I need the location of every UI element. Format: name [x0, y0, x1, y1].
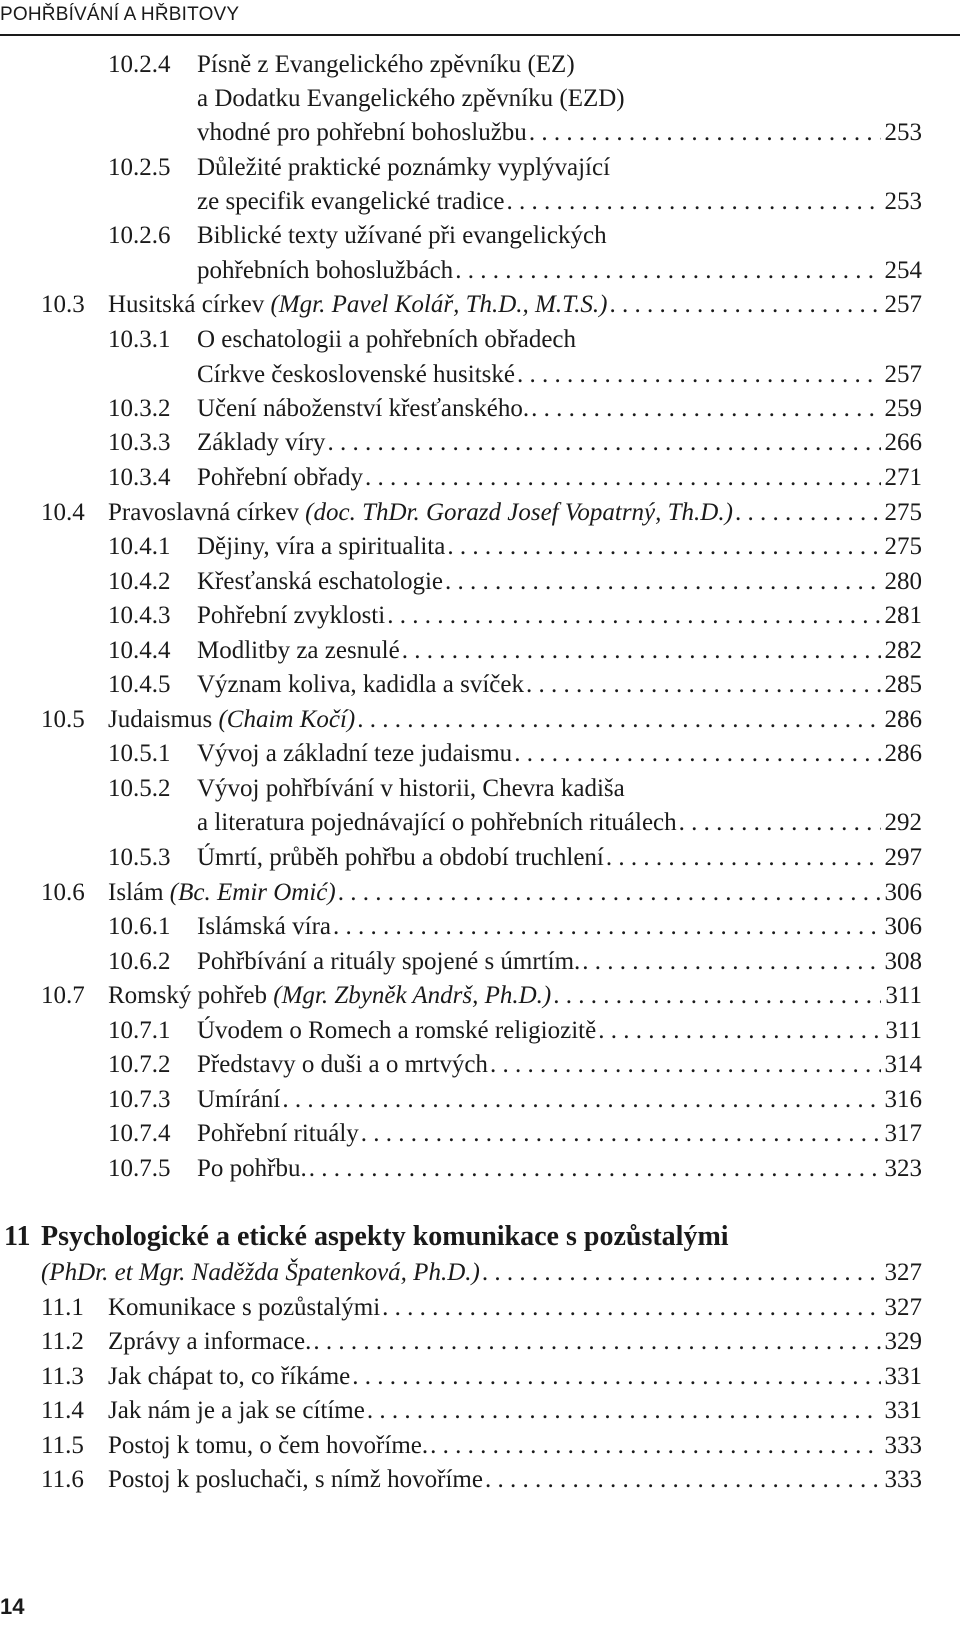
toc-entry — [0, 219, 960, 253]
dot-leader — [529, 116, 881, 150]
toc-entry-leader — [108, 876, 922, 910]
toc-entry-title: Úmrtí, průběh pohřbu a období truchlení — [197, 844, 604, 871]
toc-entry-page[interactable]: 308 — [884, 948, 922, 975]
toc-entry — [0, 461, 960, 495]
toc-entry-title: Pravoslavná církev — [108, 499, 299, 526]
toc-section — [0, 496, 960, 530]
toc-section — [0, 1463, 960, 1497]
toc-entry-number: 10.3.1 — [108, 326, 171, 353]
page-number: 14 — [0, 1594, 25, 1619]
toc-entry-title: vhodné pro pohřební bohoslužbu — [197, 119, 527, 146]
toc-entry-title: Základy víry — [197, 429, 326, 456]
toc-entry-leader — [108, 1325, 922, 1359]
toc-entry-number: 10.4.5 — [108, 671, 171, 698]
toc-entry-leader — [197, 599, 922, 633]
toc-section — [0, 1429, 960, 1463]
toc-entry-number: 11.4 — [41, 1397, 84, 1424]
toc-chapter-author-line — [0, 1256, 960, 1290]
toc-entry-title: Postoj k tomu, o čem hovoříme. — [108, 1432, 429, 1459]
toc-entry-leader — [197, 565, 922, 599]
toc-entry-number: 10.6.2 — [108, 948, 171, 975]
dot-leader — [490, 1048, 881, 1082]
dot-leader — [455, 254, 880, 288]
toc-entry-number: 10.6.1 — [108, 913, 171, 940]
toc-entry-number: 10.7.2 — [108, 1051, 171, 1078]
toc-entry-title: Postoj k posluchači, s nímž hovoříme — [108, 1466, 483, 1493]
toc-entry-page[interactable]: 331 — [884, 1397, 922, 1424]
toc-entry — [0, 151, 960, 185]
toc-entry-page[interactable]: 259 — [884, 395, 922, 422]
toc-entry-page[interactable]: 285 — [884, 671, 922, 698]
toc-entry-page[interactable]: 280 — [884, 568, 922, 595]
toc-entry-page[interactable]: 329 — [884, 1328, 922, 1355]
toc-entry-author: (Mgr. Zbyněk Andrš, Ph.D.) — [273, 982, 552, 1009]
toc-entry-leader — [197, 530, 922, 564]
toc-entry-leader — [197, 392, 922, 426]
toc-entry — [0, 1083, 960, 1117]
toc-entry — [0, 737, 960, 771]
dot-leader — [531, 392, 880, 426]
toc-entry-leader — [197, 1048, 922, 1082]
toc-entry-leader — [108, 1429, 922, 1463]
toc-entry-number: 11.5 — [41, 1432, 84, 1459]
toc-entry-page[interactable]: 281 — [884, 602, 922, 629]
toc-entry-leader — [197, 668, 922, 702]
toc-entry-number: 10.5.3 — [108, 844, 171, 871]
toc-entry-title: Význam koliva, kadidla a svíček — [197, 671, 524, 698]
toc-entry-title: Jak nám je a jak se cítíme — [108, 1397, 365, 1424]
toc-entry — [0, 1152, 960, 1186]
toc-entry-number: 10.3.4 — [108, 464, 171, 491]
toc-entry-number: 10.5 — [41, 706, 85, 733]
toc-entry — [0, 772, 960, 806]
toc-entry-leader — [197, 1083, 922, 1117]
toc-entry-number: 10.3 — [41, 291, 85, 318]
dot-leader — [735, 496, 881, 530]
toc-entry-continuation — [0, 116, 960, 150]
dot-leader — [402, 634, 881, 668]
toc-entry-leader — [108, 496, 922, 530]
toc-entry-page[interactable]: 323 — [884, 1155, 922, 1182]
toc-entry — [0, 1014, 960, 1048]
toc-entry-number: 10.7.5 — [108, 1155, 171, 1182]
toc-entry-page[interactable]: 327 — [884, 1259, 922, 1286]
toc-entry-title: Pohřební obřady — [197, 464, 363, 491]
toc-entry-number: 11.1 — [41, 1294, 84, 1321]
toc-entry-leader — [197, 841, 922, 875]
toc-entry-title: Církve československé husitské — [197, 361, 516, 388]
toc-entry — [0, 1117, 960, 1151]
dot-leader — [430, 1429, 880, 1463]
toc-entry-number: 10.5.2 — [108, 775, 171, 802]
toc-entry — [0, 48, 960, 82]
toc-entry-continuation — [0, 358, 960, 392]
toc-chapter-number: 11 — [4, 1221, 31, 1252]
toc-entry-title: Biblické texty užívané při evangelických — [197, 222, 607, 249]
toc-entry-title: Zprávy a informace. — [108, 1328, 312, 1355]
toc-entry-continuation — [0, 806, 960, 840]
toc-section — [0, 288, 960, 322]
toc-entry-author: (PhDr. et Mgr. Naděžda Špatenková, Ph.D.) — [41, 1259, 480, 1286]
toc-entry-continuation — [0, 82, 960, 116]
toc-entry — [0, 530, 960, 564]
toc-entry-title: ze specifik evangelické tradice — [197, 188, 505, 215]
toc-entry-author: (Bc. Emir Omić) — [169, 879, 336, 906]
toc-entry-page[interactable]: 275 — [884, 533, 922, 560]
toc-entry-title: Pohřební rituály — [197, 1120, 359, 1147]
running-header-title: POHŘBÍVÁNÍ A HŘBITOVY — [0, 4, 240, 25]
toc-entry-leader — [197, 737, 922, 771]
dot-leader — [582, 945, 880, 979]
toc-entry-continuation — [0, 185, 960, 219]
dot-leader — [553, 979, 881, 1013]
toc-entry — [0, 392, 960, 426]
toc-entry-title: Křesťanská eschatologie — [197, 568, 444, 595]
toc-entry-number: 11.6 — [41, 1466, 84, 1493]
dot-leader — [313, 1325, 880, 1359]
toc-entry-leader — [108, 288, 922, 322]
toc-entry-leader — [197, 945, 922, 979]
dot-leader — [333, 910, 881, 944]
dot-leader — [367, 1394, 881, 1428]
toc-section — [0, 876, 960, 910]
toc-entry-number: 10.4 — [41, 499, 85, 526]
toc-entry-page[interactable]: 253 — [884, 188, 922, 215]
toc-entry-number: 10.7.3 — [108, 1086, 171, 1113]
toc-entry-leader — [108, 1394, 922, 1428]
toc-entry — [0, 323, 960, 357]
toc-entry-page[interactable]: 286 — [884, 706, 922, 733]
toc-entry-title: a Dodatku Evangelického zpěvníku (EZD) — [197, 85, 625, 112]
dot-leader — [679, 806, 881, 840]
toc-section — [0, 979, 960, 1013]
toc-entry-number: 10.4.3 — [108, 602, 171, 629]
toc-entry — [0, 426, 960, 460]
toc-entry-number: 11.3 — [41, 1363, 84, 1390]
toc-entry-title: Pohřbívání a rituály spojené s úmrtím. — [197, 948, 581, 975]
toc-chapter-heading — [0, 1218, 960, 1256]
toc-entry-title: Představy o duši a o mrtvých — [197, 1051, 488, 1078]
toc-entry-number: 11.2 — [41, 1328, 84, 1355]
toc-chapter-title: Psychologické a etické aspekty komunikace s pozůstalými — [41, 1221, 729, 1252]
toc-entry-number: 10.4.1 — [108, 533, 171, 560]
toc-entry-title: Islám — [108, 879, 164, 906]
toc-entry-title: Písně z Evangelického zpěvníku (EZ) — [197, 51, 575, 78]
toc-entry-page[interactable]: 327 — [884, 1294, 922, 1321]
dot-leader — [514, 737, 880, 771]
toc-entry-title: Pohřební zvyklosti — [197, 602, 386, 629]
toc-entry-leader — [197, 116, 922, 150]
toc-entry-number: 10.3.3 — [108, 429, 171, 456]
toc-entry-number: 10.7 — [41, 982, 85, 1009]
toc-entry-page[interactable]: 257 — [884, 291, 922, 318]
toc-entry-number: 10.2.5 — [108, 154, 171, 181]
toc-entry-leader — [108, 1463, 922, 1497]
dot-leader — [445, 565, 880, 599]
toc-entry-leader — [108, 1291, 922, 1325]
toc-entry — [0, 599, 960, 633]
dot-leader — [327, 426, 880, 460]
toc-entry-leader — [197, 358, 922, 392]
toc-entry-continuation — [0, 254, 960, 288]
toc-entry-leader — [197, 910, 922, 944]
toc-entry-page[interactable]: 316 — [884, 1086, 922, 1113]
toc-section — [0, 1291, 960, 1325]
toc-entry-leader — [197, 426, 922, 460]
toc-section — [0, 703, 960, 737]
dot-leader — [610, 288, 881, 322]
toc-entry — [0, 841, 960, 875]
toc-section — [0, 1325, 960, 1359]
toc-entry-title: Po pohřbu. — [197, 1155, 307, 1182]
toc-entry-page[interactable]: 331 — [884, 1363, 922, 1390]
toc-entry — [0, 565, 960, 599]
header-rule — [0, 34, 960, 36]
toc-entry-author: (Chaim Kočí) — [218, 706, 356, 733]
toc-entry-page[interactable]: 282 — [884, 637, 922, 664]
dot-leader — [606, 841, 881, 875]
toc-entry-leader — [197, 1117, 922, 1151]
toc-entry-title: Vývoj pohřbívání v historii, Chevra kadiša — [197, 775, 625, 802]
toc-entry-page[interactable]: 271 — [884, 464, 922, 491]
dot-leader — [517, 358, 880, 392]
toc-entry-page[interactable]: 254 — [884, 257, 922, 284]
toc-entry-page[interactable]: 266 — [884, 429, 922, 456]
toc-entry-number: 10.2.4 — [108, 51, 171, 78]
toc-section — [0, 1360, 960, 1394]
dot-leader — [361, 1117, 881, 1151]
toc-entry-leader — [41, 1256, 922, 1290]
toc-entry-leader — [197, 185, 922, 219]
toc-entry — [0, 634, 960, 668]
toc-entry-number: 10.4.4 — [108, 637, 171, 664]
toc-entry-title: O eschatologii a pohřebních obřadech — [197, 326, 577, 353]
dot-leader — [387, 599, 880, 633]
toc-entry-leader — [197, 1152, 922, 1186]
toc-entry-leader — [108, 703, 922, 737]
toc-entry-leader — [197, 634, 922, 668]
toc-entry-number: 10.3.2 — [108, 395, 171, 422]
toc-entry-title: Jak chápat to, co říkáme — [108, 1363, 351, 1390]
toc-entry-number: 10.7.4 — [108, 1120, 171, 1147]
toc-entry-page[interactable]: 311 — [885, 982, 922, 1009]
toc-entry-number: 10.6 — [41, 879, 85, 906]
toc-entry-page[interactable]: 292 — [884, 809, 922, 836]
toc-entry-leader — [197, 1014, 922, 1048]
dot-leader — [352, 1360, 880, 1394]
toc-entry-title: Dějiny, víra a spiritualita — [197, 533, 446, 560]
toc-entry-author: (Mgr. Pavel Kolář, Th.D., M.T.S.) — [270, 291, 608, 318]
dot-leader — [382, 1291, 880, 1325]
toc-entry-number: 10.4.2 — [108, 568, 171, 595]
toc-entry-title: Modlitby za zesnulé — [197, 637, 400, 664]
toc-entry — [0, 945, 960, 979]
toc-entry-page[interactable]: 314 — [884, 1051, 922, 1078]
toc-entry — [0, 1048, 960, 1082]
toc-entry-title: Učení náboženství křesťanského. — [197, 395, 530, 422]
toc-entry-page[interactable]: 333 — [884, 1466, 922, 1493]
toc-entry-title: pohřebních bohoslužbách — [197, 257, 454, 284]
toc-entry-number: 10.2.6 — [108, 222, 171, 249]
toc-entry-title: Vývoj a základní teze judaismu — [197, 740, 513, 767]
toc-entry-number: 10.7.1 — [108, 1017, 171, 1044]
toc-entry-title: Husitská církev — [108, 291, 265, 318]
toc-entry-title: Judaismus — [108, 706, 213, 733]
dot-leader — [485, 1463, 881, 1497]
dot-leader — [365, 461, 881, 495]
toc-entry — [0, 910, 960, 944]
toc-entry-page[interactable]: 306 — [884, 879, 922, 906]
dot-leader — [506, 185, 880, 219]
dot-leader — [338, 876, 881, 910]
toc-entry-title: Úvodem o Romech a romské religiozitě — [197, 1017, 597, 1044]
toc-entry-leader — [108, 979, 922, 1013]
toc-entry-page[interactable]: 275 — [884, 499, 922, 526]
toc-entry-author: (doc. ThDr. Gorazd Josef Vopatrný, Th.D.) — [305, 499, 733, 526]
dot-leader — [282, 1083, 880, 1117]
toc-section — [0, 1394, 960, 1428]
toc-entry-page[interactable]: 311 — [885, 1017, 922, 1044]
toc-entry-page[interactable]: 286 — [884, 740, 922, 767]
toc-entry-leader — [197, 254, 922, 288]
toc-entry-leader — [197, 806, 922, 840]
dot-leader — [482, 1256, 881, 1290]
toc-entry-title: Umírání — [197, 1086, 281, 1113]
dot-leader — [526, 668, 881, 702]
toc-entry-page[interactable]: 333 — [884, 1432, 922, 1459]
dot-leader — [598, 1014, 881, 1048]
toc-entry-page[interactable]: 253 — [884, 119, 922, 146]
toc-entry-page[interactable]: 306 — [884, 913, 922, 940]
toc-entry-leader — [108, 1360, 922, 1394]
toc-entry-title: Komunikace s pozůstalými — [108, 1294, 381, 1321]
toc-entry-page[interactable]: 317 — [884, 1120, 922, 1147]
toc-entry-leader — [197, 461, 922, 495]
dot-leader — [447, 530, 880, 564]
toc-entry — [0, 668, 960, 702]
dot-leader — [309, 1152, 881, 1186]
toc-entry-title: a literatura pojednávající o pohřebních rituálech — [197, 809, 677, 836]
toc-entry-title: Romský pohřeb — [108, 982, 268, 1009]
dot-leader — [357, 703, 880, 737]
toc-entry-page[interactable]: 257 — [884, 361, 922, 388]
toc-entry-number: 10.5.1 — [108, 740, 171, 767]
toc-entry-page[interactable]: 297 — [884, 844, 922, 871]
toc-entry-title: Islámská víra — [197, 913, 331, 940]
toc-entry-title: Důležité praktické poznámky vyplývající — [197, 154, 611, 181]
